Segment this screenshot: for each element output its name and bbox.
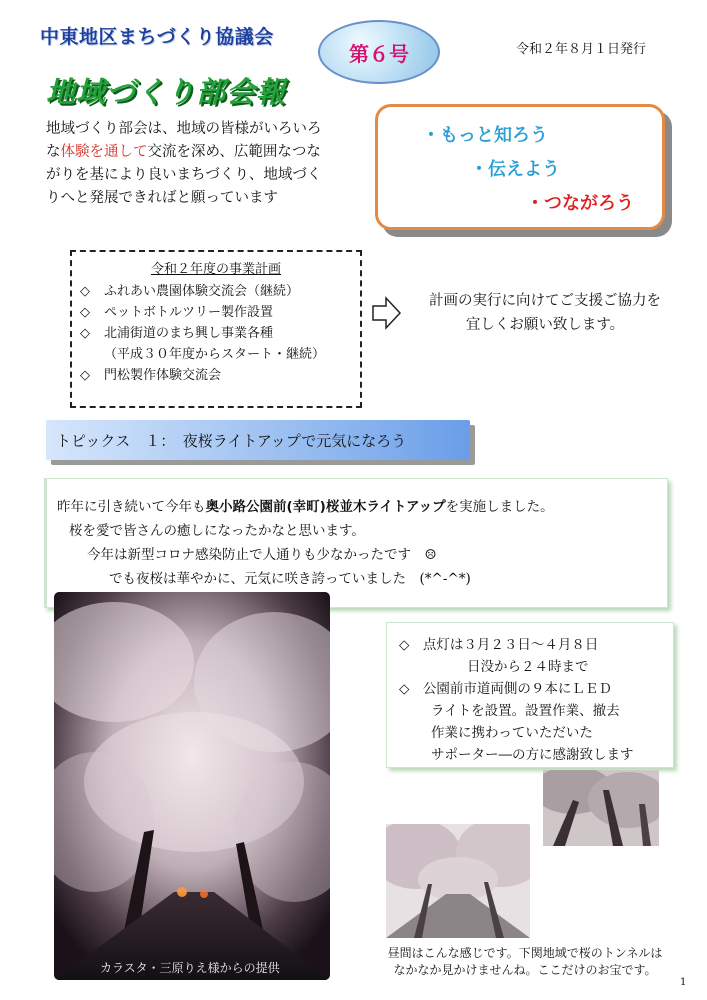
slogan-tell: ・伝えよう xyxy=(470,159,560,180)
intro-line: 地域づくり部会は、地域の皆様がいろいろ xyxy=(46,121,322,137)
story-line: 昨年に引き続いて今年も奥小路公園前(幸町)桜並木ライトアップを実施しました。 xyxy=(57,499,554,515)
daytime-blossom-photo xyxy=(543,770,659,846)
info-line: ◇ 公園前市道両側の９本にＬＥＤ xyxy=(399,681,612,697)
night-cherry-blossom-photo xyxy=(54,592,330,980)
topic-title: トピックス １： 夜桜ライトアップで元気になろう xyxy=(56,432,407,450)
page-number: 1 xyxy=(680,977,687,988)
diamond-icon: ◇ xyxy=(80,326,90,341)
story-box xyxy=(44,478,668,608)
intro-emphasis: 体験を通して xyxy=(60,144,148,160)
plan-item: （平成３０年度からスタート・継続） xyxy=(104,347,326,362)
slogan-connect: ・つながろう xyxy=(526,193,634,214)
topic-banner xyxy=(46,420,470,460)
info-line: 作業に携わっていただいた xyxy=(431,725,593,741)
intro-line: りへと発展できればと願っています xyxy=(46,190,278,206)
issue-badge xyxy=(318,20,440,84)
daytime-tunnel-photo xyxy=(386,824,530,938)
organization-name: 中東地区まちづくり協議会 xyxy=(40,26,274,48)
support-request: 計画の実行に向けてご支援ご協力を 宜しくお願い致します。 xyxy=(429,293,661,333)
issue-number: 第６号 xyxy=(349,41,409,66)
lighting-info-box xyxy=(386,622,674,768)
event-name: 奥小路公園前(幸町)桜並木ライトアップ xyxy=(205,499,446,515)
slogan-know: ・もっと知ろう xyxy=(422,125,548,146)
arrow-right-icon xyxy=(372,296,402,330)
intro-line: がりを基により良いまちづくり、地域づく xyxy=(46,167,322,183)
diamond-icon: ◇ xyxy=(80,284,90,299)
photo-credit: カラスタ・三原りえ様からの提供 xyxy=(100,961,280,975)
info-line: ◇ 点灯は３月２３日～４月８日 xyxy=(399,637,599,653)
publish-date: 令和２年８月１日発行 xyxy=(516,42,647,57)
info-line: サポーター―の方に感謝致します xyxy=(431,747,634,763)
plan-item: ◇ 北浦街道のまち興し事業各種 xyxy=(80,323,352,344)
diamond-icon: ◇ xyxy=(80,305,90,320)
plan-box xyxy=(70,250,362,408)
plan-item: ◇ 門松製作体験交流会 xyxy=(80,365,352,386)
story-line: 今年は新型コロナ感染防止で人通りも少なかったです ☹ xyxy=(87,547,437,563)
story-line: 桜を愛で皆さんの癒しになったかなと思います。 xyxy=(69,523,365,539)
info-line: ライトを設置。設置作業、撤去 xyxy=(431,703,620,719)
info-line: 日没から２４時まで xyxy=(467,659,589,675)
intro-paragraph xyxy=(46,118,356,210)
diamond-icon: ◇ xyxy=(80,368,90,383)
intro-line: な体験を通して交流を深め、広範囲なつな xyxy=(46,144,321,160)
newsletter-title: 地域づくり部会報 xyxy=(46,75,287,109)
slogan-box xyxy=(375,104,665,230)
plan-item: ◇ ふれあい農園体験交流会（継続） xyxy=(80,281,352,302)
plan-title: 令和２年度の事業計画 xyxy=(150,262,281,277)
plan-item: ◇ ペットボトルツリー製作設置 xyxy=(80,302,352,323)
story-line: でも夜桜は華やかに、元気に咲き誇っていました (*^-^*) xyxy=(109,571,471,587)
daytime-caption: 昼間はこんな感じです。下関地域で桜のトンネルは なかなか見かけませんね。ここだけのお宝です。 xyxy=(387,946,663,977)
